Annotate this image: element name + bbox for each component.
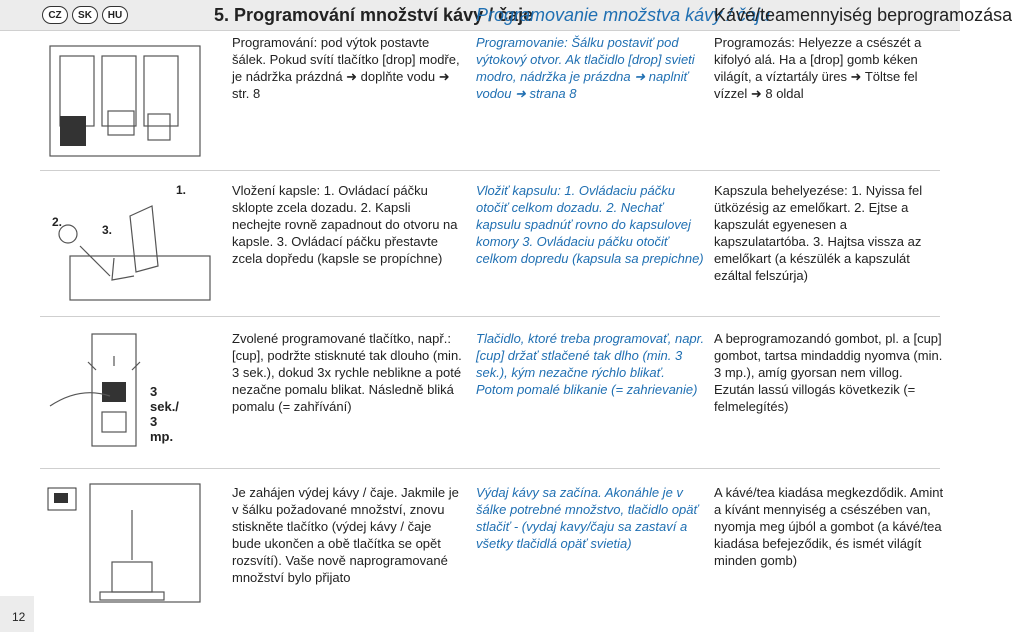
step4-text-cz: Je zahájen výdej kávy / čaje. Jakmile je v šálku požadované množství, znovu stiskněte tlačítko (výdej kávy / čaje bude ukončen a obě tlačítka se opět rozsvítí). Vaše nově naprogramované množství bylo přijato [232, 485, 459, 585]
step3-text-sk: Tlačidlo, ktoré treba programovať, napr. [cup] držať stlačené tak dlho (min. 3 sek.), kým nezačne rýchlo blikať. Potom pomalé blikanie (= zahrievanie) [476, 331, 705, 397]
step3-text-cz: Zvolené programované tlačítko, např.: [cup], podržte stisknuté tak dlouho (min. 3 sek.), dokud 3x rychle neblikne a poté nezačne pomalu blikat. Následně bliká pomalu (= zahřívání) [232, 331, 462, 414]
step2-text-hu: Kapszula behelyezése: 1. Nyissa fel ütközésig az emelőkart. 2. Ejtse a kapszulát egyenesen a kapszulatartóba. 3. Hajtsa vissza az emelőkart (a készülék a kapszulát ezáltal felszúrja) [714, 183, 923, 283]
step1-text-cz: Programování: pod výtok postavte šálek. Pokud svítí tlačítko [drop] modře, je nádržka prázdná ➜ doplňte vodu ➜ str. 8 [232, 35, 460, 101]
label-step-2: 2. [52, 215, 63, 229]
row-divider-3 [40, 468, 940, 469]
heading-hu: Kávé/teamennyiség beprogramozása [714, 5, 1012, 25]
label-step-3: 3. [102, 223, 113, 237]
label-step-1: 1. [176, 183, 187, 197]
lang-badge-sk: SK [72, 6, 98, 24]
step4-text-hu: A kávé/tea kiadása megkezdődik. Amint a kívánt mennyiség a csészében van, nyomja meg újból a gombot (a kávé/tea kiadása befejeződik, és ismét világít minden gomb) [714, 485, 944, 568]
step3-text-hu: A beprogramozandó gombot, pl. a [cup] gombot, tartsa mindaddig nyomva (min. 3 mp.), amíg gyorsan nem villog. Ezután lassú villogás következik (= felmelegítés) [714, 331, 943, 414]
label-hold-duration: 3 sek./ 3 mp. [150, 384, 179, 444]
lang-badge-cz: CZ [42, 6, 68, 24]
illustration-dispensing [40, 480, 210, 610]
step2-text-sk: Vložiť kapsulu: 1. Ovládaciu páčku otočiť celkom dozadu. 2. Nechať kapsulu spadnúť rovno do kapsulovej komory 3. Ovládaciu páčku otočiť celkom dopredu (kapsula sa prepichne) [476, 183, 704, 266]
heading-cz: 5. Programování množství kávy / čaje [214, 5, 534, 25]
heading-sk: Programovanie množstva kávy / čaju [476, 5, 771, 25]
lang-badge-hu: HU [102, 6, 128, 24]
page-number: 12 [12, 610, 26, 624]
row-divider-2 [40, 316, 940, 317]
step2-text-cz: Vložení kapsle: 1. Ovládací páčku sklopte zcela dozadu. 2. Kapsli nechejte rovně zapadnout do otvoru na kapsle. 3. Ovládací páčku přestavte zcela dopředu (kapsle se propíchne) [232, 183, 458, 266]
illustration-capsule-insert [40, 176, 220, 306]
illustration-machine-cups [40, 36, 220, 164]
step4-text-sk: Výdaj kávy sa začína. Akonáhle je v šálke potrebné množstvo, tlačidlo opäť stlačiť - (vydaj kavy/čaju sa zastaví a všetky tlačidlá opäť svietia) [476, 485, 699, 551]
step1-text-hu: Programozás: Helyezze a csészét a kifolyó alá. Ha a [drop] gomb kéken világít, a víztartály üres ➜ Töltse fel vízzel ➜ 8 oldal [714, 35, 922, 101]
row-divider-1 [40, 170, 940, 171]
step1-text-sk: Programovanie: Šálku postaviť pod výtokový otvor. Ak tlačidlo [drop] svieti modro, nádržka je prázdna ➜ naplniť vodou ➜ strana 8 [476, 35, 695, 101]
